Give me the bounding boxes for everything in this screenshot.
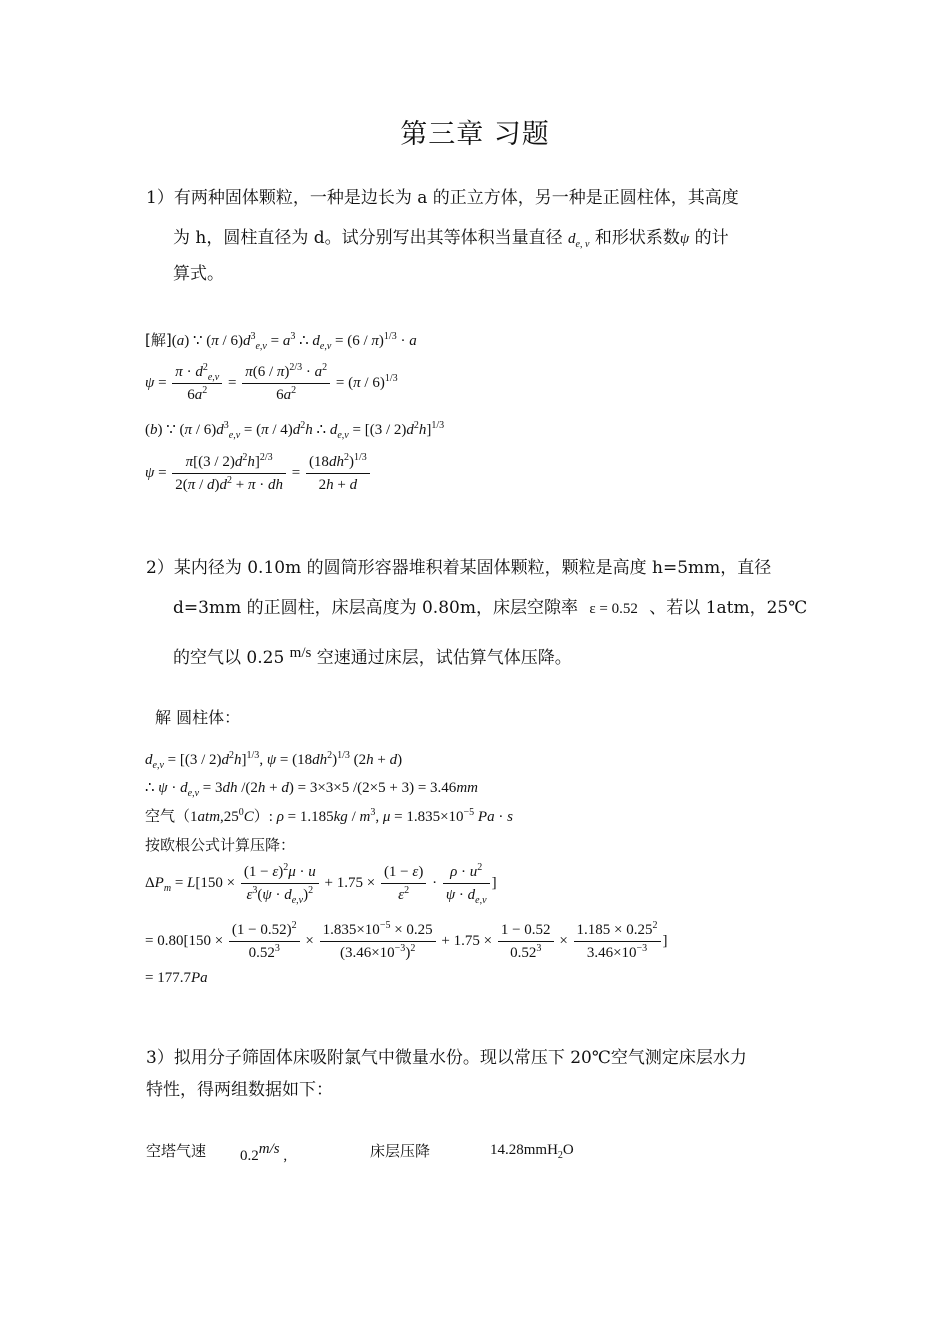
problem2-line2	[173, 598, 807, 619]
bed-pressure-drop-label: 床层压降	[370, 1142, 431, 1160]
unit-ms: m/s	[289, 645, 312, 661]
p1-solution-label: [解]	[145, 331, 172, 349]
epsilon-value: ε = 0.52	[589, 601, 638, 617]
dp-tail: O	[562, 1142, 574, 1158]
problem1-line2	[173, 228, 729, 249]
p1-eq-psi-a: ψ = $\frac{\pi \cdot d^2_{e,v}}{6a^2}$ = $\frac{\pi(6 / \pi)^{2/3} \cdot a^2}{6a^2}$ = (π / 6)$^{1/3}$	[145, 362, 398, 403]
page-title: 第三章 习题	[400, 119, 550, 150]
p2-eq-result: = 177.7Pa	[145, 970, 208, 986]
problem2-line3	[173, 645, 572, 669]
problem3-line2: 特性，得两组数据如下：	[146, 1080, 333, 1100]
ergun-label: 按欧根公式计算压降：	[145, 836, 296, 854]
p2-solution-label: 解 圆柱体：	[155, 708, 241, 727]
problem1-line2c: 的计	[694, 228, 729, 248]
problem1-line2a: 为 h，圆柱直径为 d。试分别写出其等体积当量直径	[173, 228, 563, 248]
problem2-line2a: d=3mm 的正圆柱，床层高度为 0.80m，床层空隙率	[173, 598, 578, 618]
bed-pressure-drop-value	[490, 1140, 574, 1160]
velocity-comma: ,	[283, 1148, 288, 1164]
problem2-line1: 2）某内径为 0.10m 的圆筒形容器堆积着某固体颗粒，颗粒是高度 h=5mm，直径	[146, 558, 772, 578]
problem2-line3a: 的空气以 0.25	[173, 648, 285, 668]
p2-eq-ergun: $\Delta P_m = L[150$ × $\frac{(1 - \varepsilon)^2\mu \cdot u}{\varepsilon^3(\psi \cdot d_{e,v})^2}$ + 1.75 × $\frac{(1 - \varepsilon)}{\varepsilon^2}$ · $\frac{\rho \cdot u^2}{\psi \cdot d_{e,v}}$ ]	[145, 862, 497, 906]
problem1-line1: 1）有两种固体颗粒，一种是边长为 a 的正立方体，另一种是正圆柱体，其高度	[146, 188, 739, 208]
p2-eq-psi-dev: ∴ $\psi \cdot d_{e,v} = 3dh$ /(2h + d) = 3×3×5 /(2×5 + 3) = 3.46mm	[145, 780, 478, 799]
symbol-dev: $d_{e, v}$	[568, 231, 590, 250]
problem1-line3: 算式。	[173, 264, 224, 284]
problem2-line3b: 空速通过床层，试估算气体压降。	[316, 648, 572, 668]
problem1-line2b: 和形状系数	[594, 228, 680, 248]
air-label: 空气	[145, 807, 176, 825]
p1-eq-a: [解](a) ∵ $(\pi / 6)d^3_{e,v} = a^3$ ∴ $d_{e,v} = (6 / \pi)^{1/3} \cdot a$	[145, 331, 417, 352]
velocity-number: 0.2	[240, 1148, 259, 1164]
p1-eq-b: (b) ∵ $(\pi / 6)d^3_{e,v} = (\pi / 4)d^2h$ ∴ $d_{e,v} = [(3 / 2)d^2h]^{1/3}$	[145, 420, 445, 441]
symbol-psi: ψ	[679, 231, 690, 247]
p2-eq-dev: $d_{e,v} = [(3 / 2)d^2h]^{1/3}$, $\psi = (18dh^2)^{1/3}$ (2h + d)	[145, 750, 403, 771]
dp-subscript: 2	[557, 1150, 563, 1161]
velocity-unit: m/s	[258, 1141, 280, 1157]
problem2-line2b: 、若以 1atm，25℃	[649, 598, 808, 618]
superficial-velocity-label: 空塔气速	[146, 1142, 207, 1160]
problem3-line1: 3）拟用分子筛固体床吸附氯气中微量水份。现以常压下 20℃空气测定床层水力	[146, 1048, 747, 1068]
dp-value: 14.28mmH	[490, 1142, 558, 1158]
p2-eq-numeric: = 0.80[150 × $\frac{(1 - 0.52)^2}{0.52^3}$ × $\frac{1.835\times 10^{-5} \times 0.25}{(3.46\times 10^{-3})^2}$ + 1.75 × $\frac{1 - 0.52}{0.52^3}$ × $\frac{1.185 \times 0.25^2}{3.46\times 10^{-3}}$ ]	[145, 920, 668, 961]
p1-eq-psi-b: ψ = $\frac{\pi[(3 / 2)d^2h]^{2/3}}{2(\pi / d)d^2 + \pi \cdot dh}$ = $\frac{(18dh^2)^{1/3}}{2h + d}$	[145, 452, 372, 495]
superficial-velocity-value	[240, 1141, 288, 1166]
p2-eq-air: 空气$(1atm,25^0C)$: $\rho = 1.185kg / m^3$, $\mu = 1.835\times 10^{-5}$ Pa · s	[145, 807, 513, 825]
